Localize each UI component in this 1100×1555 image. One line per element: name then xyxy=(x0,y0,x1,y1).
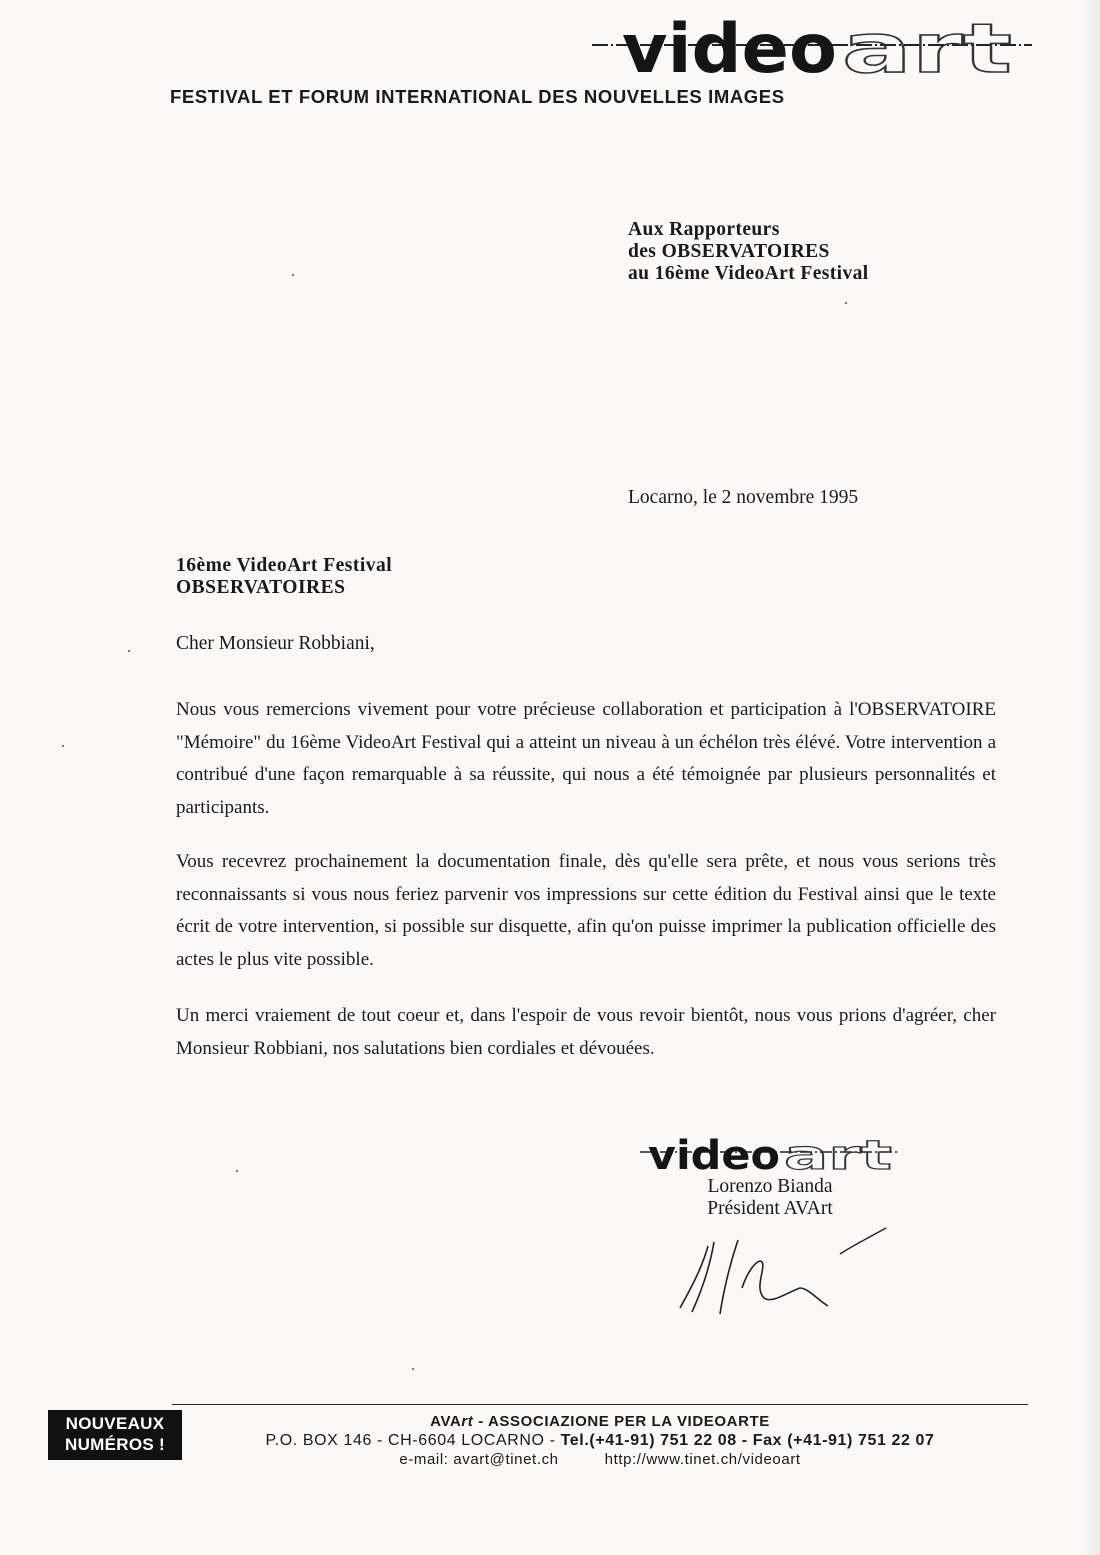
badge-line: NOUVEAUX xyxy=(65,1414,165,1433)
date-line: Locarno, le 2 novembre 1995 xyxy=(628,487,859,508)
svg-text:video: video xyxy=(622,12,837,82)
signatory-block xyxy=(660,1176,880,1220)
handwritten-signature-icon xyxy=(668,1218,898,1318)
footer-website: http://www.tinet.ch/videoart xyxy=(604,1451,801,1468)
subject-line: OBSERVATOIRES xyxy=(176,577,346,598)
scan-speck xyxy=(236,1170,238,1172)
footer-address: P.O. BOX 146 - CH-6604 LOCARNO - xyxy=(265,1432,561,1449)
footer-separator: - xyxy=(736,1432,753,1449)
recipient-line: au 16ème VideoArt Festival xyxy=(628,263,869,284)
svg-text:art: art xyxy=(842,12,1012,82)
subject-block xyxy=(176,555,392,599)
footer-fax: Fax (+41-91) 751 22 07 xyxy=(752,1432,935,1449)
footer-assoc-rest: - ASSOCIAZIONE PER LA VIDEOARTE xyxy=(473,1413,770,1430)
footer-web-row xyxy=(200,1450,1000,1469)
scan-speck xyxy=(292,274,294,276)
footer-contact xyxy=(200,1412,1000,1469)
footer-address-row xyxy=(200,1431,1000,1450)
body-paragraph: Nous vous remercions vivement pour votre précieuse collaboration et participation à l'OBSERVATOIRE "Mémoire" du 16ème VideoArt Festival qui a atteint un niveau à un échélon très élévé. Votre intervention a contribué d'une façon remarquable à sa réussite, qui nous a été témoignée par plusieurs personnalités et participants. xyxy=(176,699,996,818)
salutation: Cher Monsieur Robbiani, xyxy=(176,633,375,654)
scan-speck xyxy=(62,745,64,747)
footer-email: e-mail: avart@tinet.ch xyxy=(399,1451,559,1468)
festival-tagline: FESTIVAL ET FORUM INTERNATIONAL DES NOUVELLES IMAGES xyxy=(170,86,785,107)
scan-speck xyxy=(412,1368,414,1370)
recipient-block xyxy=(628,219,869,285)
recipient-line: des OBSERVATOIRES xyxy=(628,241,830,262)
signatory-title: Président AVArt xyxy=(707,1198,833,1219)
recipient-line: Aux Rapporteurs xyxy=(628,219,780,240)
footer-association xyxy=(200,1412,1000,1431)
subject-line: 16ème VideoArt Festival xyxy=(176,555,393,576)
body-paragraph: Vous recevrez prochainement la documentation finale, dès qu'elle sera prête, et nous vous serions très reconnaissants si vous nous feriez parvenir vos impressions sur cette édition du Festival ainsi que le texte écrit de votre intervention, si possible sur disquette, afin qu'on puisse imprimer la publication officielle des actes le plus vite possible. xyxy=(176,851,996,970)
footer-assoc-italic: rt xyxy=(461,1413,474,1430)
footer-phone: Tel.(+41-91) 751 22 08 xyxy=(560,1432,737,1449)
svg-text:art: art xyxy=(784,1133,892,1174)
svg-text:video: video xyxy=(648,1133,780,1174)
badge-line: NUMÉROS ! xyxy=(65,1435,165,1454)
body-paragraph: Un merci vraiement de tout coeur et, dans l'espoir de vous revoir bientôt, nous vous prions d'agréer, cher Monsieur Robbiani, nos salutations bien cordiales et dévouées. xyxy=(176,1005,996,1059)
scan-speck xyxy=(845,302,847,304)
footer-assoc-prefix: AVA xyxy=(430,1413,462,1430)
videoart-logo xyxy=(592,12,1032,82)
new-numbers-badge xyxy=(48,1410,182,1460)
signature-videoart-logo xyxy=(640,1132,900,1174)
footer-divider xyxy=(172,1404,1028,1405)
signatory-name: Lorenzo Bianda xyxy=(707,1176,833,1197)
scan-speck xyxy=(128,650,130,652)
